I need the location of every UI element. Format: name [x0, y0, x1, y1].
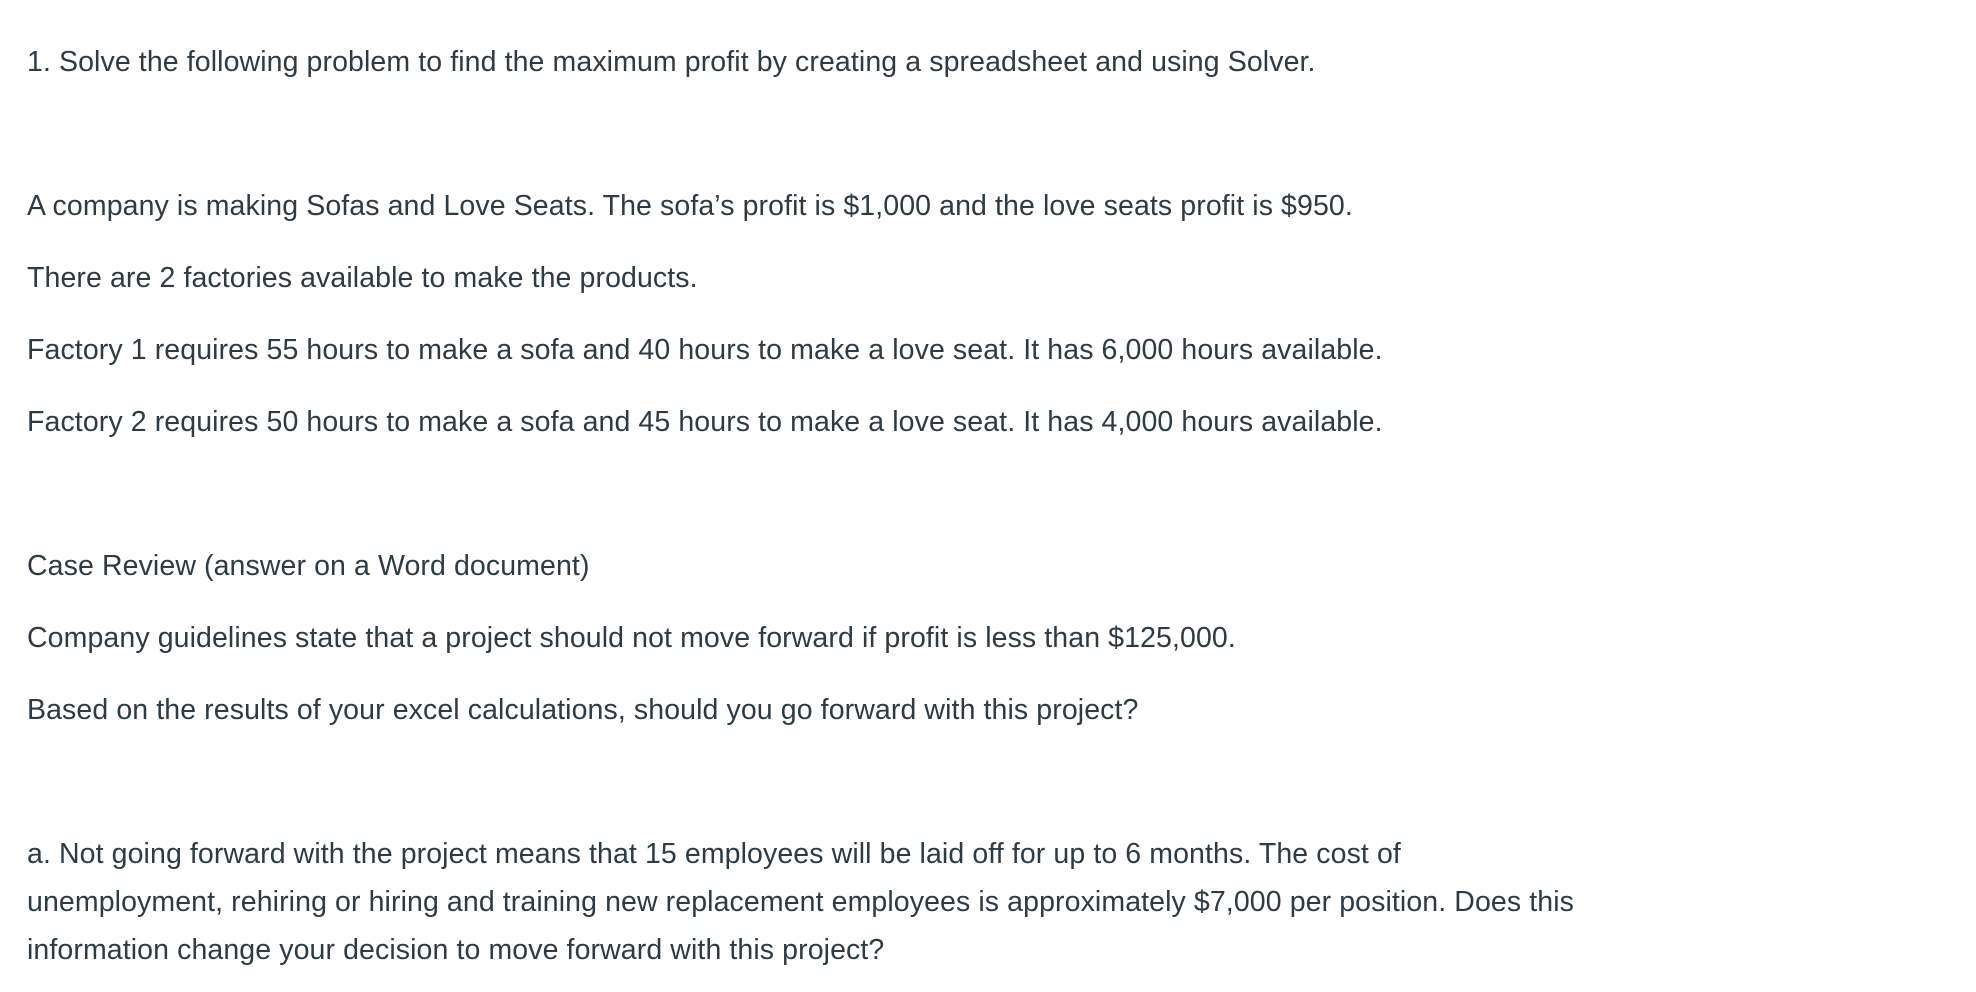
- factories-available: There are 2 factories available to make the products.: [27, 262, 698, 294]
- case-review-guideline: Company guidelines state that a project should not move forward if profit is less than $125,000.: [27, 622, 1236, 654]
- question-heading: 1. Solve the following problem to find the maximum profit by creating a spreadsheet and using Solver.: [27, 46, 1316, 78]
- part-a-line-2: unemployment, rehiring or hiring and training new replacement employees is approximately $7,000 per position. Does this: [27, 886, 1574, 918]
- part-a-line-1: a. Not going forward with the project means that 15 employees will be laid off for up to 6 months. The cost of: [27, 838, 1401, 870]
- factory-2-constraint: Factory 2 requires 50 hours to make a sofa and 45 hours to make a love seat. It has 4,000 hours available.: [27, 406, 1383, 438]
- problem-intro: A company is making Sofas and Love Seats. The sofa’s profit is $1,000 and the love seats profit is $950.: [27, 190, 1353, 222]
- case-review-question: Based on the results of your excel calculations, should you go forward with this project?: [27, 694, 1139, 726]
- factory-1-constraint: Factory 1 requires 55 hours to make a sofa and 40 hours to make a love seat. It has 6,000 hours available.: [27, 334, 1383, 366]
- case-review-title: Case Review (answer on a Word document): [27, 550, 590, 582]
- part-a-line-3: information change your decision to move forward with this project?: [27, 934, 885, 966]
